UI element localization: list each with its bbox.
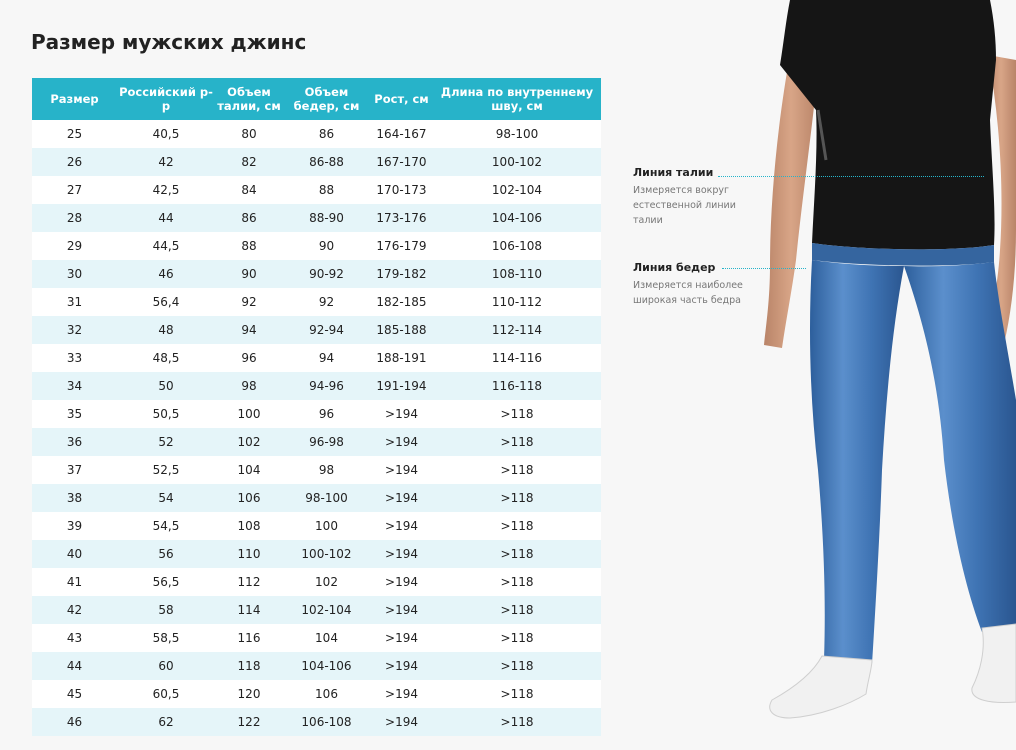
header-height: Рост, см [370, 78, 433, 120]
cell-height: >194 [370, 484, 433, 512]
table-row [32, 316, 601, 344]
cell-height: >194 [370, 456, 433, 484]
cell-size: 29 [32, 232, 117, 260]
header-hips: Объем бедер, см [283, 78, 370, 120]
cell-height: >194 [370, 428, 433, 456]
cell-height: 188-191 [370, 344, 433, 372]
cell-height: 185-188 [370, 316, 433, 344]
cell-waist: 82 [215, 148, 283, 176]
cell-waist: 110 [215, 540, 283, 568]
cell-inseam: 114-116 [433, 344, 601, 372]
cell-russian-size: 52,5 [117, 456, 215, 484]
table-row [32, 232, 601, 260]
page-title: Размер мужских джинс [31, 30, 307, 54]
waist-annotation-title: Линия талии [633, 166, 714, 179]
cell-waist: 108 [215, 512, 283, 540]
cell-waist: 88 [215, 232, 283, 260]
cell-height: >194 [370, 540, 433, 568]
cell-russian-size: 60 [117, 652, 215, 680]
cell-russian-size: 44,5 [117, 232, 215, 260]
cell-hips: 102-104 [283, 596, 370, 624]
cell-height: 176-179 [370, 232, 433, 260]
cell-hips: 94-96 [283, 372, 370, 400]
cell-hips: 100-102 [283, 540, 370, 568]
cell-inseam: >118 [433, 456, 601, 484]
hips-annotation-title: Линия бедер [633, 261, 716, 274]
cell-height: >194 [370, 652, 433, 680]
cell-size: 31 [32, 288, 117, 316]
cell-russian-size: 40,5 [117, 120, 215, 148]
cell-size: 33 [32, 344, 117, 372]
jeans-left-leg [810, 260, 904, 664]
cell-inseam: 104-106 [433, 204, 601, 232]
cell-hips: 90 [283, 232, 370, 260]
size-table [32, 78, 601, 736]
cell-hips: 106-108 [283, 708, 370, 736]
table-row [32, 148, 601, 176]
cell-height: >194 [370, 680, 433, 708]
cell-height: 182-185 [370, 288, 433, 316]
table-row [32, 204, 601, 232]
cell-russian-size: 52 [117, 428, 215, 456]
cell-russian-size: 60,5 [117, 680, 215, 708]
cell-waist: 122 [215, 708, 283, 736]
cell-russian-size: 50,5 [117, 400, 215, 428]
table-body [32, 120, 601, 736]
model-illustration [756, 0, 1016, 750]
cell-waist: 118 [215, 652, 283, 680]
cell-inseam: >118 [433, 680, 601, 708]
cell-inseam: >118 [433, 652, 601, 680]
cell-hips: 86 [283, 120, 370, 148]
cell-waist: 98 [215, 372, 283, 400]
header-waist: Объем талии, см [215, 78, 283, 120]
cell-russian-size: 48 [117, 316, 215, 344]
cell-hips: 88-90 [283, 204, 370, 232]
cell-russian-size: 44 [117, 204, 215, 232]
table-row [32, 260, 601, 288]
table-row [32, 176, 601, 204]
cell-size: 32 [32, 316, 117, 344]
table-row [32, 652, 601, 680]
cell-russian-size: 62 [117, 708, 215, 736]
cell-size: 42 [32, 596, 117, 624]
cell-height: 164-167 [370, 120, 433, 148]
cell-inseam: 116-118 [433, 372, 601, 400]
table-row [32, 484, 601, 512]
t-shirt [780, 0, 996, 249]
table-row [32, 596, 601, 624]
cell-hips: 104-106 [283, 652, 370, 680]
cell-inseam: >118 [433, 428, 601, 456]
cell-russian-size: 54 [117, 484, 215, 512]
cell-size: 41 [32, 568, 117, 596]
cell-size: 26 [32, 148, 117, 176]
cell-hips: 92 [283, 288, 370, 316]
cell-size: 27 [32, 176, 117, 204]
cell-waist: 106 [215, 484, 283, 512]
header-russian-size: Российский р-р [117, 78, 215, 120]
table-row [32, 428, 601, 456]
cell-height: 170-173 [370, 176, 433, 204]
cell-height: >194 [370, 708, 433, 736]
cell-height: 179-182 [370, 260, 433, 288]
cell-hips: 102 [283, 568, 370, 596]
cell-hips: 90-92 [283, 260, 370, 288]
cell-hips: 92-94 [283, 316, 370, 344]
cell-inseam: >118 [433, 540, 601, 568]
cell-height: >194 [370, 400, 433, 428]
cell-waist: 94 [215, 316, 283, 344]
table-row [32, 120, 601, 148]
cell-hips: 104 [283, 624, 370, 652]
cell-inseam: >118 [433, 624, 601, 652]
cell-height: 173-176 [370, 204, 433, 232]
cell-size: 45 [32, 680, 117, 708]
cell-russian-size: 54,5 [117, 512, 215, 540]
cell-height: >194 [370, 512, 433, 540]
cell-size: 35 [32, 400, 117, 428]
cell-hips: 96-98 [283, 428, 370, 456]
cell-inseam: >118 [433, 568, 601, 596]
cell-inseam: >118 [433, 484, 601, 512]
cell-inseam: 100-102 [433, 148, 601, 176]
cell-height: >194 [370, 568, 433, 596]
cell-waist: 112 [215, 568, 283, 596]
cell-waist: 116 [215, 624, 283, 652]
cell-waist: 92 [215, 288, 283, 316]
cell-russian-size: 56,5 [117, 568, 215, 596]
cell-inseam: 102-104 [433, 176, 601, 204]
cell-size: 43 [32, 624, 117, 652]
cell-hips: 98-100 [283, 484, 370, 512]
cell-height: 191-194 [370, 372, 433, 400]
cell-inseam: 112-114 [433, 316, 601, 344]
cell-waist: 80 [215, 120, 283, 148]
cell-size: 44 [32, 652, 117, 680]
table-row [32, 288, 601, 316]
cell-height: >194 [370, 596, 433, 624]
cell-hips: 94 [283, 344, 370, 372]
cell-russian-size: 56,4 [117, 288, 215, 316]
hips-annotation-desc: Измеряется наиболее широкая часть бедра [633, 280, 743, 306]
table-row [32, 680, 601, 708]
cell-height: >194 [370, 624, 433, 652]
cell-waist: 84 [215, 176, 283, 204]
cell-height: 167-170 [370, 148, 433, 176]
cell-hips: 106 [283, 680, 370, 708]
cell-waist: 102 [215, 428, 283, 456]
table-row [32, 540, 601, 568]
table-row [32, 456, 601, 484]
table-row [32, 372, 601, 400]
waist-annotation-desc: Измеряется вокруг естественной линии талии [633, 185, 736, 226]
table-header-row [32, 78, 601, 120]
cell-inseam: 108-110 [433, 260, 601, 288]
cell-hips: 98 [283, 456, 370, 484]
cell-hips: 96 [283, 400, 370, 428]
cell-size: 30 [32, 260, 117, 288]
cell-russian-size: 42 [117, 148, 215, 176]
cell-size: 40 [32, 540, 117, 568]
cell-inseam: >118 [433, 400, 601, 428]
cell-russian-size: 42,5 [117, 176, 215, 204]
hips-line-marker [722, 268, 806, 269]
cell-size: 34 [32, 372, 117, 400]
cell-inseam: >118 [433, 512, 601, 540]
table-row [32, 400, 601, 428]
cell-size: 36 [32, 428, 117, 456]
cell-waist: 86 [215, 204, 283, 232]
left-shoe [770, 656, 872, 718]
waist-line-marker [718, 176, 984, 177]
cell-hips: 100 [283, 512, 370, 540]
cell-russian-size: 58 [117, 596, 215, 624]
table-row [32, 512, 601, 540]
cell-size: 46 [32, 708, 117, 736]
cell-waist: 114 [215, 596, 283, 624]
cell-size: 25 [32, 120, 117, 148]
table-row [32, 568, 601, 596]
table-row [32, 708, 601, 736]
cell-inseam: >118 [433, 708, 601, 736]
table-row [32, 344, 601, 372]
cell-waist: 96 [215, 344, 283, 372]
cell-inseam: 98-100 [433, 120, 601, 148]
cell-inseam: 106-108 [433, 232, 601, 260]
cell-waist: 104 [215, 456, 283, 484]
cell-russian-size: 48,5 [117, 344, 215, 372]
header-inseam: Длина по внутреннему шву, см [433, 78, 601, 120]
jeans-right-leg [904, 262, 1016, 632]
table-row [32, 624, 601, 652]
cell-waist: 90 [215, 260, 283, 288]
cell-russian-size: 58,5 [117, 624, 215, 652]
cell-waist: 120 [215, 680, 283, 708]
right-shoe [972, 624, 1016, 702]
cell-size: 39 [32, 512, 117, 540]
cell-hips: 86-88 [283, 148, 370, 176]
cell-inseam: >118 [433, 596, 601, 624]
cell-russian-size: 46 [117, 260, 215, 288]
cell-russian-size: 56 [117, 540, 215, 568]
cell-hips: 88 [283, 176, 370, 204]
cell-russian-size: 50 [117, 372, 215, 400]
cell-size: 37 [32, 456, 117, 484]
cell-size: 28 [32, 204, 117, 232]
cell-inseam: 110-112 [433, 288, 601, 316]
cell-waist: 100 [215, 400, 283, 428]
cell-size: 38 [32, 484, 117, 512]
header-size: Размер [32, 78, 117, 120]
